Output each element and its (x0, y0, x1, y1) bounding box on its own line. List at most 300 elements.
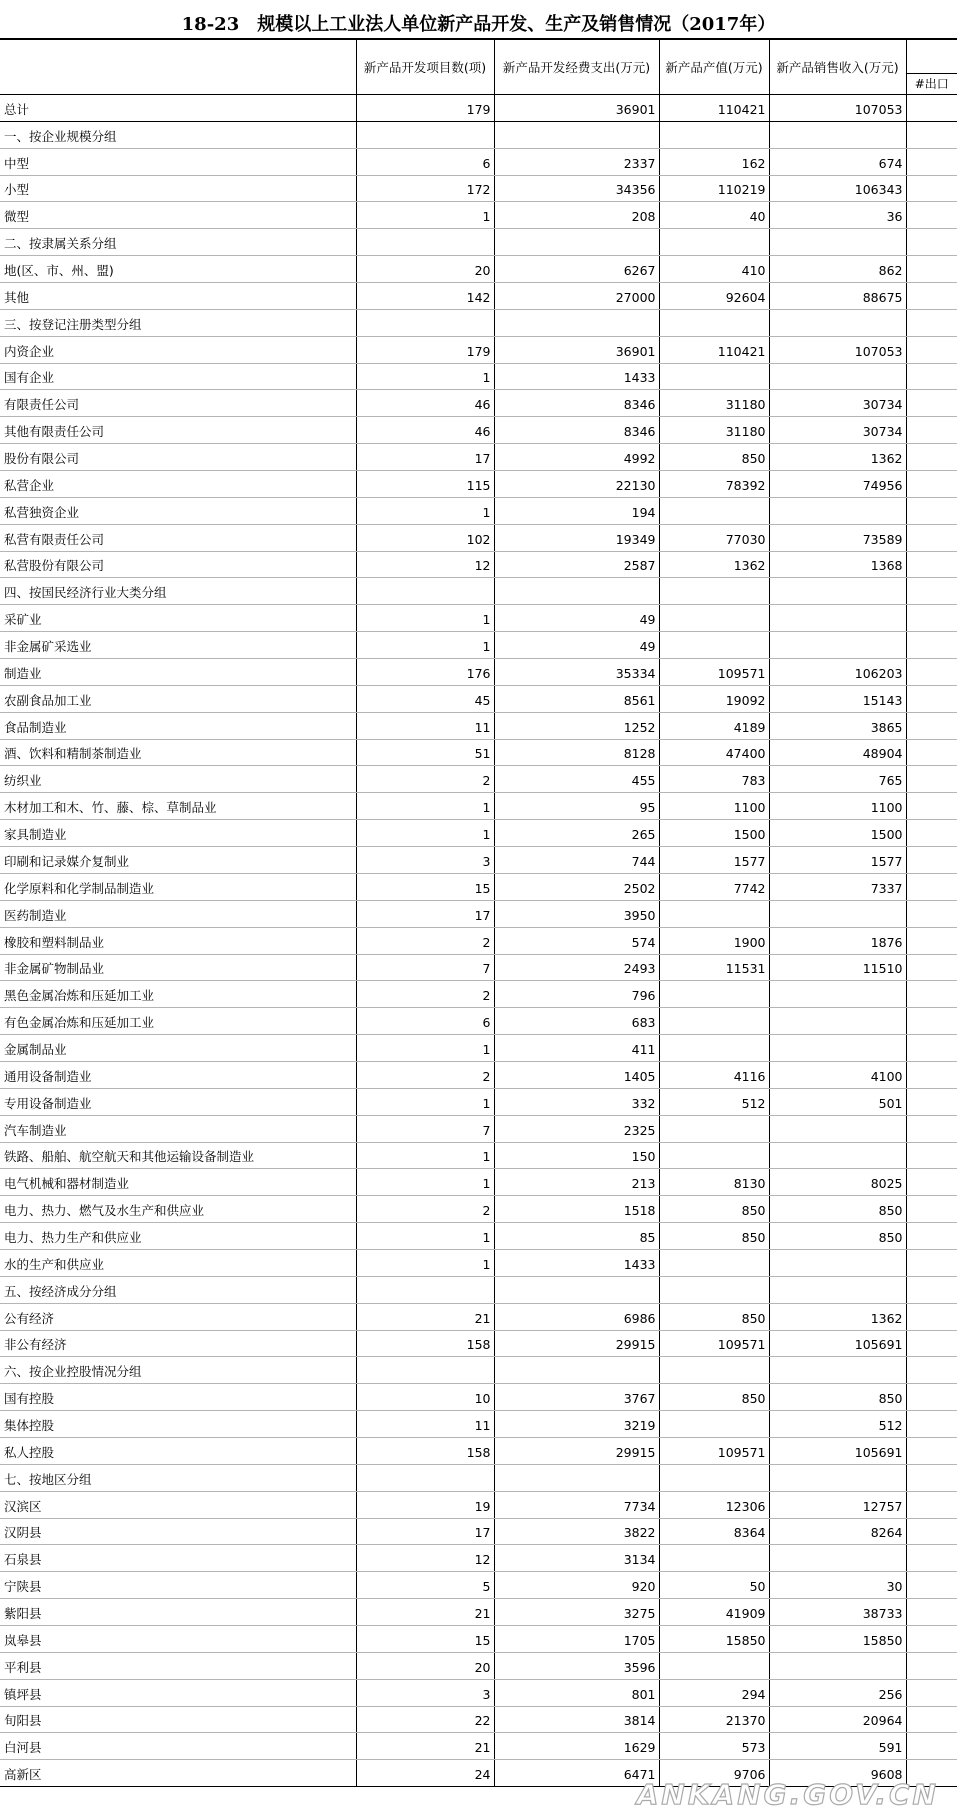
cell-dev-expense (494, 1464, 659, 1491)
cell-dev-expense: 3275 (494, 1599, 659, 1626)
table-row (0, 1652, 957, 1679)
table-title-text: 规模以上工业法人单位新产品开发、生产及销售情况（2017年） (257, 14, 775, 35)
table-row (0, 336, 957, 363)
cell-export (906, 1223, 957, 1250)
cell-export (906, 927, 957, 954)
table-row (0, 1384, 957, 1411)
cell-export (906, 1625, 957, 1652)
cell-sales-revenue: 48904 (769, 739, 906, 766)
table-row (0, 632, 957, 659)
row-label: 私营企业 (0, 471, 356, 498)
row-label: 四、按国民经济行业大类分组 (0, 578, 356, 605)
cell-export (906, 1652, 957, 1679)
row-label: 有限责任公司 (0, 390, 356, 417)
cell-sales-revenue (769, 1276, 906, 1303)
table-row (0, 1411, 957, 1438)
cell-output-value: 110219 (659, 175, 769, 202)
row-label: 木材加工和木、竹、藤、棕、草制品业 (0, 793, 356, 820)
table-row (0, 551, 957, 578)
cell-dev-expense: 34356 (494, 175, 659, 202)
cell-sales-revenue: 862 (769, 256, 906, 283)
cell-project-count: 1 (356, 793, 494, 820)
row-label: 电气机械和器材制造业 (0, 1169, 356, 1196)
cell-output-value: 4116 (659, 1061, 769, 1088)
cell-dev-expense: 35334 (494, 659, 659, 686)
cell-dev-expense: 19349 (494, 524, 659, 551)
cell-sales-revenue (769, 900, 906, 927)
cell-output-value (659, 497, 769, 524)
cell-project-count: 2 (356, 1196, 494, 1223)
cell-project-count: 21 (356, 1303, 494, 1330)
table-row (0, 471, 957, 498)
cell-dev-expense: 95 (494, 793, 659, 820)
cell-dev-expense (494, 121, 659, 148)
cell-export (906, 121, 957, 148)
row-label: 紫阳县 (0, 1599, 356, 1626)
cell-sales-revenue: 88675 (769, 283, 906, 310)
cell-project-count: 21 (356, 1733, 494, 1760)
table-row (0, 1142, 957, 1169)
cell-output-value: 573 (659, 1733, 769, 1760)
cell-output-value: 294 (659, 1679, 769, 1706)
cell-export (906, 1599, 957, 1626)
cell-sales-revenue: 11510 (769, 954, 906, 981)
header-blank (0, 39, 356, 95)
cell-sales-revenue: 38733 (769, 1599, 906, 1626)
cell-output-value: 11531 (659, 954, 769, 981)
table-row (0, 1545, 957, 1572)
cell-dev-expense: 2587 (494, 551, 659, 578)
cell-output-value (659, 1464, 769, 1491)
cell-export (906, 1169, 957, 1196)
row-label: 非金属矿采选业 (0, 632, 356, 659)
header-project-count: 新产品开发项目数(项) (356, 39, 494, 95)
row-label: 国有企业 (0, 363, 356, 390)
row-label: 有色金属冶炼和压延加工业 (0, 1008, 356, 1035)
cell-output-value: 7742 (659, 873, 769, 900)
cell-output-value (659, 1249, 769, 1276)
table-row (0, 524, 957, 551)
row-label: 汉阴县 (0, 1518, 356, 1545)
cell-dev-expense: 22130 (494, 471, 659, 498)
table-row (0, 1491, 957, 1518)
cell-sales-revenue: 105691 (769, 1330, 906, 1357)
cell-sales-revenue: 850 (769, 1223, 906, 1250)
row-label: 医药制造业 (0, 900, 356, 927)
table-row (0, 444, 957, 471)
cell-dev-expense: 744 (494, 847, 659, 874)
cell-dev-expense: 1433 (494, 363, 659, 390)
cell-export (906, 336, 957, 363)
cell-sales-revenue: 850 (769, 1384, 906, 1411)
cell-output-value: 40 (659, 202, 769, 229)
cell-output-value (659, 578, 769, 605)
cell-sales-revenue: 9608 (769, 1760, 906, 1787)
cell-output-value: 1900 (659, 927, 769, 954)
cell-output-value: 21370 (659, 1706, 769, 1733)
cell-project-count: 7 (356, 1115, 494, 1142)
row-label: 非金属矿物制品业 (0, 954, 356, 981)
cell-project-count: 45 (356, 685, 494, 712)
cell-dev-expense: 3596 (494, 1652, 659, 1679)
cell-output-value (659, 363, 769, 390)
cell-dev-expense (494, 309, 659, 336)
cell-dev-expense: 1705 (494, 1625, 659, 1652)
row-label: 纺织业 (0, 766, 356, 793)
cell-project-count: 1 (356, 1035, 494, 1062)
cell-export (906, 1276, 957, 1303)
cell-export (906, 873, 957, 900)
row-label: 五、按经济成分分组 (0, 1276, 356, 1303)
cell-dev-expense: 574 (494, 927, 659, 954)
cell-project-count: 1 (356, 1088, 494, 1115)
cell-output-value: 1500 (659, 820, 769, 847)
row-label: 集体控股 (0, 1411, 356, 1438)
cell-output-value: 512 (659, 1088, 769, 1115)
table-row (0, 1088, 957, 1115)
cell-project-count: 7 (356, 954, 494, 981)
row-label: 私营股份有限公司 (0, 551, 356, 578)
cell-export (906, 981, 957, 1008)
cell-export (906, 417, 957, 444)
cell-project-count: 5 (356, 1572, 494, 1599)
cell-export (906, 95, 957, 122)
row-label: 采矿业 (0, 605, 356, 632)
table-row (0, 793, 957, 820)
row-label: 七、按地区分组 (0, 1464, 356, 1491)
table-row (0, 309, 957, 336)
cell-export (906, 685, 957, 712)
row-label: 非公有经济 (0, 1330, 356, 1357)
table-row (0, 954, 957, 981)
row-label: 公有经济 (0, 1303, 356, 1330)
cell-export (906, 900, 957, 927)
cell-project-count: 46 (356, 417, 494, 444)
cell-export (906, 1545, 957, 1572)
cell-output-value (659, 1411, 769, 1438)
cell-sales-revenue (769, 1464, 906, 1491)
cell-sales-revenue: 30734 (769, 417, 906, 444)
row-label: 国有控股 (0, 1384, 356, 1411)
table-row (0, 1464, 957, 1491)
cell-project-count: 3 (356, 847, 494, 874)
row-label: 其他有限责任公司 (0, 417, 356, 444)
cell-sales-revenue (769, 121, 906, 148)
cell-output-value: 78392 (659, 471, 769, 498)
cell-sales-revenue: 107053 (769, 336, 906, 363)
table-row (0, 981, 957, 1008)
cell-project-count: 158 (356, 1437, 494, 1464)
table-row (0, 1035, 957, 1062)
table-row (0, 229, 957, 256)
cell-export (906, 202, 957, 229)
cell-sales-revenue: 73589 (769, 524, 906, 551)
cell-project-count: 172 (356, 175, 494, 202)
cell-sales-revenue (769, 1115, 906, 1142)
cell-sales-revenue: 36 (769, 202, 906, 229)
cell-sales-revenue: 3865 (769, 712, 906, 739)
cell-export (906, 1384, 957, 1411)
cell-export (906, 1733, 957, 1760)
table-row (0, 1679, 957, 1706)
row-label: 其他 (0, 283, 356, 310)
cell-export (906, 1437, 957, 1464)
row-label: 三、按登记注册类型分组 (0, 309, 356, 336)
cell-export (906, 578, 957, 605)
cell-export (906, 175, 957, 202)
cell-output-value: 850 (659, 444, 769, 471)
cell-project-count: 15 (356, 873, 494, 900)
table-row (0, 1276, 957, 1303)
cell-dev-expense: 36901 (494, 95, 659, 122)
cell-sales-revenue (769, 1142, 906, 1169)
cell-dev-expense: 265 (494, 820, 659, 847)
cell-sales-revenue: 674 (769, 148, 906, 175)
cell-output-value (659, 605, 769, 632)
cell-export (906, 766, 957, 793)
cell-sales-revenue: 1577 (769, 847, 906, 874)
row-label: 通用设备制造业 (0, 1061, 356, 1088)
cell-dev-expense: 920 (494, 1572, 659, 1599)
cell-project-count: 51 (356, 739, 494, 766)
cell-dev-expense: 8561 (494, 685, 659, 712)
cell-output-value: 9706 (659, 1760, 769, 1787)
cell-project-count: 46 (356, 390, 494, 417)
header-sales-revenue: 新产品销售收入(万元) (769, 39, 906, 95)
cell-project-count: 1 (356, 1249, 494, 1276)
cell-dev-expense: 2502 (494, 873, 659, 900)
table-row (0, 417, 957, 444)
cell-project-count: 142 (356, 283, 494, 310)
table-row (0, 766, 957, 793)
cell-export (906, 551, 957, 578)
row-label: 石泉县 (0, 1545, 356, 1572)
cell-dev-expense: 194 (494, 497, 659, 524)
cell-output-value: 50 (659, 1572, 769, 1599)
cell-output-value: 92604 (659, 283, 769, 310)
row-label: 私人控股 (0, 1437, 356, 1464)
cell-dev-expense: 49 (494, 605, 659, 632)
cell-export (906, 1357, 957, 1384)
cell-export (906, 524, 957, 551)
cell-dev-expense: 29915 (494, 1330, 659, 1357)
cell-project-count: 11 (356, 1411, 494, 1438)
cell-sales-revenue (769, 497, 906, 524)
table-row (0, 1518, 957, 1545)
row-label: 一、按企业规模分组 (0, 121, 356, 148)
cell-export (906, 1464, 957, 1491)
table-row (0, 390, 957, 417)
cell-dev-expense: 411 (494, 1035, 659, 1062)
cell-output-value: 783 (659, 766, 769, 793)
cell-sales-revenue (769, 1035, 906, 1062)
table-row (0, 95, 957, 122)
cell-sales-revenue: 501 (769, 1088, 906, 1115)
cell-export (906, 256, 957, 283)
cell-project-count: 1 (356, 1223, 494, 1250)
cell-output-value (659, 1035, 769, 1062)
table-row (0, 1599, 957, 1626)
row-label: 中型 (0, 148, 356, 175)
cell-project-count: 2 (356, 927, 494, 954)
cell-export (906, 659, 957, 686)
cell-project-count: 179 (356, 336, 494, 363)
row-label: 家具制造业 (0, 820, 356, 847)
row-label: 汽车制造业 (0, 1115, 356, 1142)
cell-output-value (659, 1652, 769, 1679)
cell-export (906, 390, 957, 417)
cell-dev-expense: 3822 (494, 1518, 659, 1545)
cell-project-count: 6 (356, 148, 494, 175)
cell-output-value (659, 121, 769, 148)
cell-sales-revenue: 7337 (769, 873, 906, 900)
cell-dev-expense: 6986 (494, 1303, 659, 1330)
cell-output-value: 31180 (659, 417, 769, 444)
row-label: 电力、热力、燃气及水生产和供应业 (0, 1196, 356, 1223)
cell-dev-expense: 213 (494, 1169, 659, 1196)
cell-export (906, 1303, 957, 1330)
cell-sales-revenue: 106203 (769, 659, 906, 686)
cell-project-count: 3 (356, 1679, 494, 1706)
table-row (0, 363, 957, 390)
cell-sales-revenue: 765 (769, 766, 906, 793)
cell-sales-revenue (769, 363, 906, 390)
cell-project-count: 15 (356, 1625, 494, 1652)
data-table (0, 38, 957, 1787)
cell-sales-revenue: 256 (769, 1679, 906, 1706)
cell-sales-revenue (769, 309, 906, 336)
cell-sales-revenue: 1500 (769, 820, 906, 847)
cell-output-value: 162 (659, 148, 769, 175)
table-row (0, 1625, 957, 1652)
row-label: 专用设备制造业 (0, 1088, 356, 1115)
header-output-value: 新产品产值(万元) (659, 39, 769, 95)
cell-sales-revenue (769, 1545, 906, 1572)
row-label: 私营有限责任公司 (0, 524, 356, 551)
cell-output-value (659, 900, 769, 927)
cell-output-value: 110421 (659, 336, 769, 363)
cell-project-count: 179 (356, 95, 494, 122)
table-body (0, 95, 957, 1787)
cell-export (906, 793, 957, 820)
cell-output-value: 850 (659, 1196, 769, 1223)
cell-dev-expense: 3767 (494, 1384, 659, 1411)
table-row (0, 175, 957, 202)
table-row (0, 685, 957, 712)
cell-dev-expense: 7734 (494, 1491, 659, 1518)
cell-output-value (659, 981, 769, 1008)
cell-project-count: 1 (356, 1142, 494, 1169)
table-row (0, 1196, 957, 1223)
cell-sales-revenue: 15850 (769, 1625, 906, 1652)
cell-project-count (356, 1357, 494, 1384)
cell-output-value: 19092 (659, 685, 769, 712)
cell-output-value: 1362 (659, 551, 769, 578)
row-label: 高新区 (0, 1760, 356, 1787)
cell-project-count: 12 (356, 1545, 494, 1572)
cell-output-value: 110421 (659, 95, 769, 122)
row-label: 黑色金属冶炼和压延加工业 (0, 981, 356, 1008)
cell-output-value (659, 1008, 769, 1035)
row-label: 六、按企业控股情况分组 (0, 1357, 356, 1384)
cell-dev-expense: 3219 (494, 1411, 659, 1438)
row-label: 汉滨区 (0, 1491, 356, 1518)
cell-export (906, 739, 957, 766)
cell-sales-revenue: 106343 (769, 175, 906, 202)
table-row (0, 1061, 957, 1088)
cell-export (906, 1572, 957, 1599)
cell-export (906, 229, 957, 256)
header-export: #出口 (907, 73, 957, 94)
cell-project-count: 158 (356, 1330, 494, 1357)
table-row (0, 659, 957, 686)
table-row (0, 497, 957, 524)
cell-output-value: 15850 (659, 1625, 769, 1652)
cell-sales-revenue: 8025 (769, 1169, 906, 1196)
cell-output-value: 8130 (659, 1169, 769, 1196)
cell-project-count: 1 (356, 363, 494, 390)
cell-project-count (356, 121, 494, 148)
cell-project-count (356, 578, 494, 605)
table-row (0, 1733, 957, 1760)
row-label: 小型 (0, 175, 356, 202)
cell-project-count: 2 (356, 981, 494, 1008)
table-row (0, 1115, 957, 1142)
header-dev-expense: 新产品开发经费支出(万元) (494, 39, 659, 95)
table-row (0, 1169, 957, 1196)
row-label: 化学原料和化学制品制造业 (0, 873, 356, 900)
cell-dev-expense: 49 (494, 632, 659, 659)
cell-dev-expense: 3134 (494, 1545, 659, 1572)
cell-sales-revenue (769, 1357, 906, 1384)
cell-sales-revenue: 1362 (769, 444, 906, 471)
cell-sales-revenue (769, 981, 906, 1008)
cell-project-count: 1 (356, 820, 494, 847)
cell-dev-expense: 36901 (494, 336, 659, 363)
row-label: 水的生产和供应业 (0, 1249, 356, 1276)
cell-dev-expense: 8128 (494, 739, 659, 766)
cell-dev-expense: 1252 (494, 712, 659, 739)
cell-project-count: 11 (356, 712, 494, 739)
row-label: 白河县 (0, 1733, 356, 1760)
table-row (0, 847, 957, 874)
cell-output-value: 850 (659, 1303, 769, 1330)
table-row (0, 1330, 957, 1357)
cell-sales-revenue: 105691 (769, 1437, 906, 1464)
cell-project-count: 17 (356, 444, 494, 471)
cell-sales-revenue: 4100 (769, 1061, 906, 1088)
cell-project-count: 17 (356, 1518, 494, 1545)
cell-dev-expense: 2493 (494, 954, 659, 981)
cell-dev-expense: 4992 (494, 444, 659, 471)
cell-export (906, 1330, 957, 1357)
header-row (0, 39, 957, 95)
cell-project-count (356, 1464, 494, 1491)
table-row (0, 148, 957, 175)
cell-output-value: 410 (659, 256, 769, 283)
cell-project-count: 1 (356, 605, 494, 632)
cell-export (906, 363, 957, 390)
cell-dev-expense: 796 (494, 981, 659, 1008)
cell-export (906, 1196, 957, 1223)
table-row (0, 256, 957, 283)
cell-dev-expense: 8346 (494, 390, 659, 417)
cell-export (906, 309, 957, 336)
cell-export (906, 820, 957, 847)
cell-export (906, 1088, 957, 1115)
cell-output-value: 47400 (659, 739, 769, 766)
cell-sales-revenue (769, 632, 906, 659)
